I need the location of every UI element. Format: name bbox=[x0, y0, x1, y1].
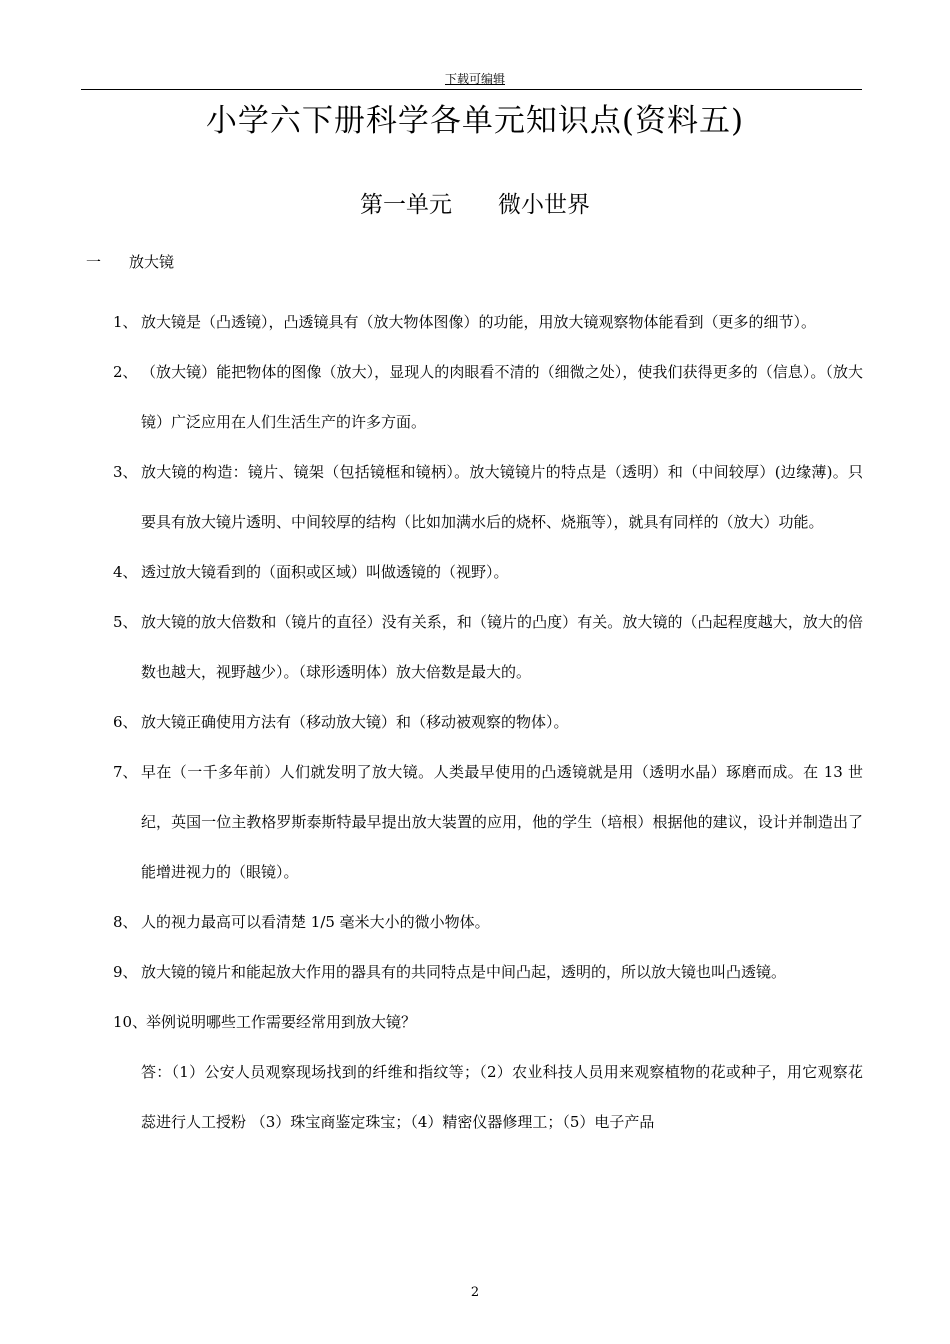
page-header: 下载可编辑 bbox=[444, 72, 505, 86]
unit-heading bbox=[0, 188, 950, 222]
section-title: 放大镜 bbox=[129, 253, 175, 271]
list-item bbox=[113, 897, 863, 947]
item-text: 人的视力最高可以看清楚 1/5 毫米大小的微小物体。 bbox=[141, 913, 490, 931]
list-item bbox=[113, 997, 863, 1047]
item-number: 4、 bbox=[113, 563, 138, 581]
item-number: 1、 bbox=[113, 313, 138, 331]
item-text: 举例说明哪些工作需要经常用到放大镜？ bbox=[146, 1013, 417, 1031]
answer-text: 答：（1）公安人员观察现场找到的纤维和指纹等；（2）农业科技人员用来观察植物的花或种子，用它观察花蕊进行人工授粉 （3）珠宝商鉴定珠宝；（4）精密仪器修理工；（5）电子产品 bbox=[141, 1063, 863, 1131]
item-number: 2、 bbox=[113, 363, 138, 381]
header-divider bbox=[81, 89, 862, 90]
section-heading bbox=[86, 250, 174, 274]
document-title: 小学六下册科学各单元知识点(资料五) bbox=[205, 103, 745, 139]
item-text: 放大镜正确使用方法有（移动放大镜）和（移动被观察的物体）。 bbox=[141, 713, 569, 731]
item-number: 9、 bbox=[113, 963, 138, 981]
list-item bbox=[113, 547, 863, 597]
list-item bbox=[113, 347, 863, 447]
answer-paragraph bbox=[113, 1047, 863, 1147]
item-number: 3、 bbox=[113, 463, 138, 481]
list-item bbox=[113, 747, 863, 897]
list-item bbox=[113, 597, 863, 697]
item-text: 早在（一千多年前）人们就发明了放大镜。人类最早使用的凸透镜就是用（透明水晶）琢磨而成。在 13 世纪，英国一位主教格罗斯泰斯特最早提出放大装置的应用，他的学生（培根）根据他的建议，设计并制造出了能增进视力的（眼镜）。 bbox=[141, 763, 863, 881]
knowledge-list bbox=[0, 297, 950, 1147]
item-text: 放大镜的构造：镜片、镜架（包括镜框和镜柄）。放大镜镜片的特点是（透明）和（中间较厚）(边缘薄)。只要具有放大镜片透明、中间较厚的结构（比如加满水后的烧杯、烧瓶等），就具有同样的（放大）功能。 bbox=[141, 463, 863, 531]
list-item bbox=[113, 697, 863, 747]
item-text: （放大镜）能把物体的图像（放大），显现人的肉眼看不清的（细微之处），使我们获得更多的（信息）。（放大镜）广泛应用在人们生活生产的许多方面。 bbox=[141, 363, 863, 431]
unit-name: 微小世界 bbox=[498, 192, 590, 218]
list-item bbox=[113, 297, 863, 347]
list-item bbox=[113, 947, 863, 997]
unit-label: 第一单元 bbox=[360, 192, 452, 218]
item-number: 10、 bbox=[113, 1013, 148, 1031]
list-item bbox=[113, 447, 863, 547]
item-text: 放大镜是（凸透镜），凸透镜具有（放大物体图像）的功能，用放大镜观察物体能看到（更多的细节）。 bbox=[141, 313, 817, 331]
item-number: 8、 bbox=[113, 913, 138, 931]
item-text: 透过放大镜看到的（面积或区域）叫做透镜的（视野）。 bbox=[141, 563, 509, 581]
item-number: 6、 bbox=[113, 713, 138, 731]
item-text: 放大镜的镜片和能起放大作用的器具有的共同特点是中间凸起，透明的，所以放大镜也叫凸透镜。 bbox=[141, 963, 787, 981]
section-number: 一 bbox=[86, 253, 102, 271]
page-number: 2 bbox=[470, 1285, 480, 1300]
item-number: 7、 bbox=[113, 763, 138, 781]
item-text: 放大镜的放大倍数和（镜片的直径）没有关系，和（镜片的凸度）有关。放大镜的（凸起程度越大，放大的倍数也越大，视野越少）。（球形透明体）放大倍数是最大的。 bbox=[141, 613, 863, 681]
item-number: 5、 bbox=[113, 613, 138, 631]
